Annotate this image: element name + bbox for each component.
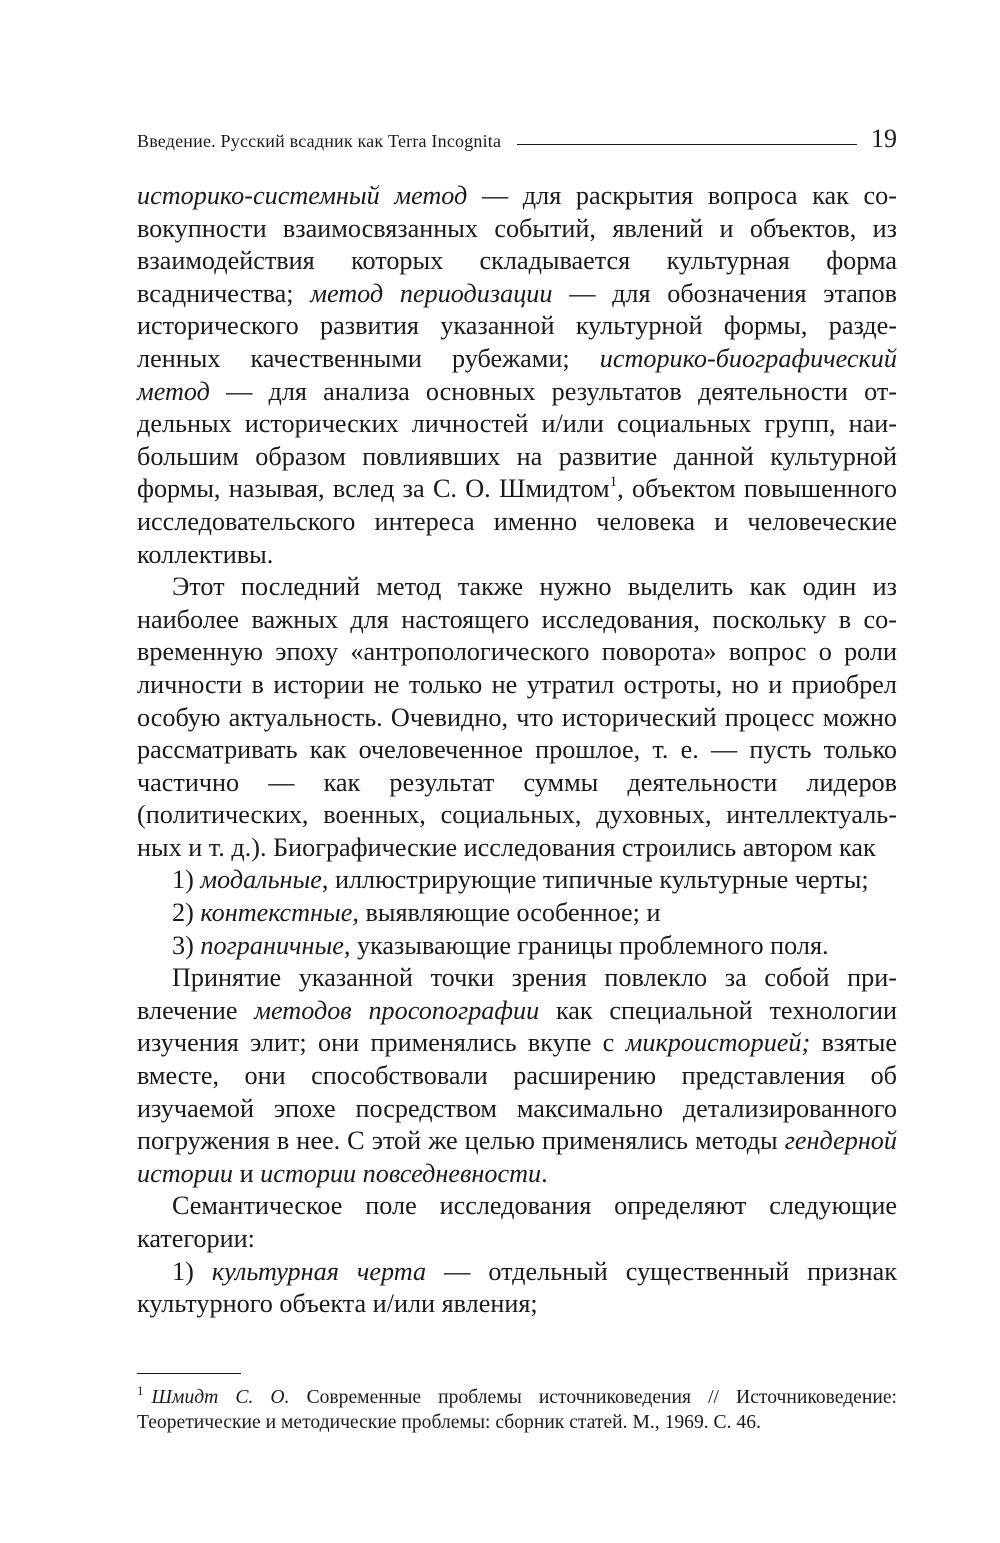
text-run: и (233, 1158, 261, 1188)
italic-term: историко-биографический метод (137, 343, 897, 406)
list-number: 1) (172, 1256, 212, 1286)
footnote-mark: 1 (137, 1383, 144, 1399)
list-item (137, 864, 897, 897)
italic-term: гендерной истории (137, 1126, 897, 1188)
page-number: 19 (871, 124, 897, 153)
italic-term: историко-системный метод (137, 181, 468, 210)
text-run: Принятие указанной точки зрения повлекло за собой привлечение (137, 963, 897, 1025)
footnote-author: Шмидт С. О. (151, 1387, 290, 1408)
text-run: выявляющие особенное; и (358, 898, 661, 928)
paragraph: Семантическое поле исследования определяют следующие категории: (137, 1191, 897, 1253)
italic-term: истории повседневности (260, 1158, 542, 1188)
list-item (137, 930, 897, 963)
text-run: — для обозначения этапов исторического развития указанной культурной формы, разделенных качественными рубежами; (137, 278, 897, 373)
text-run: как специальной технологии изучения элит; они применялись вкупе с (137, 995, 897, 1058)
paragraph (137, 180, 897, 571)
text-run: указывающие границы проблемного поля. (350, 930, 829, 960)
text-run: , иллюстрирующие типичные культурные черты; (321, 865, 869, 895)
footnote-body: Современные проблемы источниковедения // Источниковедение: Теоретические и методические проблемы: сборник статей. М., 1969. С. 46. (137, 1387, 897, 1433)
italic-term: метод периодизации (310, 278, 553, 308)
italic-term: пограничные, (200, 930, 351, 960)
text-run: — отдельный существенный признак культурного объекта и/или явления; (137, 1256, 897, 1319)
list-number: 3) (172, 930, 201, 960)
list-number: 2) (172, 898, 201, 928)
italic-term: микроисторией; (625, 1028, 811, 1058)
main-text (137, 180, 897, 1321)
italic-term: методов просопографии (254, 995, 540, 1025)
text-run: — для раскрытия вопроса как совокупности взаимосвязанных событий, явлений и объектов, из взаимодействия которых складывается культурная форма всадничества; (137, 181, 897, 308)
running-title: Введение. Русский всадник как Terra Incognita (137, 131, 502, 151)
text-run: . (541, 1158, 548, 1188)
footnote-reference[interactable]: 1 (609, 473, 618, 490)
text-run: — для анализа основных результатов деятельности отдельных исторических личностей и/или социальных групп, наибольшим образом повлиявших на развитие данной культурной формы, называя, вслед за С. О. Шмидтом (137, 376, 897, 504)
list-number: 1) (172, 865, 201, 895)
header-rule (517, 144, 857, 145)
list-item (137, 1256, 897, 1321)
text-run: взятые вместе, они способствовали расширению представления об изучаемой эпохе посредством максимально детализированного погружения в нее. С этой же целью применялись методы (137, 1028, 897, 1156)
list-item (137, 897, 897, 930)
italic-term: модальные (200, 865, 322, 895)
italic-term: контекстные, (200, 898, 359, 928)
paragraph: Этот последний метод также нужно выделить как один из наиболее важных для настоящего исследования, поскольку в современную эпоху «антропологического поворота» вопрос о роли личности в истории не только не утратил остроты, но и приобрел особую актуальность. Очевидно, что исторический процесс можно рассматривать как очеловеченное прошлое, т. е. — пусть только частично — как результат суммы деятельности лидеров (политических, военных, социальных, духовных, интеллектуальных и т. д.). Биографические исследования строились автором как (137, 572, 897, 862)
text-run: , объектом повышенного исследовательского интереса именно человека и человеческие коллективы. (137, 474, 898, 569)
footnote (137, 1385, 897, 1435)
running-header (137, 122, 897, 152)
footnote-separator (137, 1373, 241, 1374)
footnote-text (137, 1385, 897, 1435)
paragraph (137, 962, 897, 1190)
italic-term: культурная черта (211, 1256, 427, 1286)
